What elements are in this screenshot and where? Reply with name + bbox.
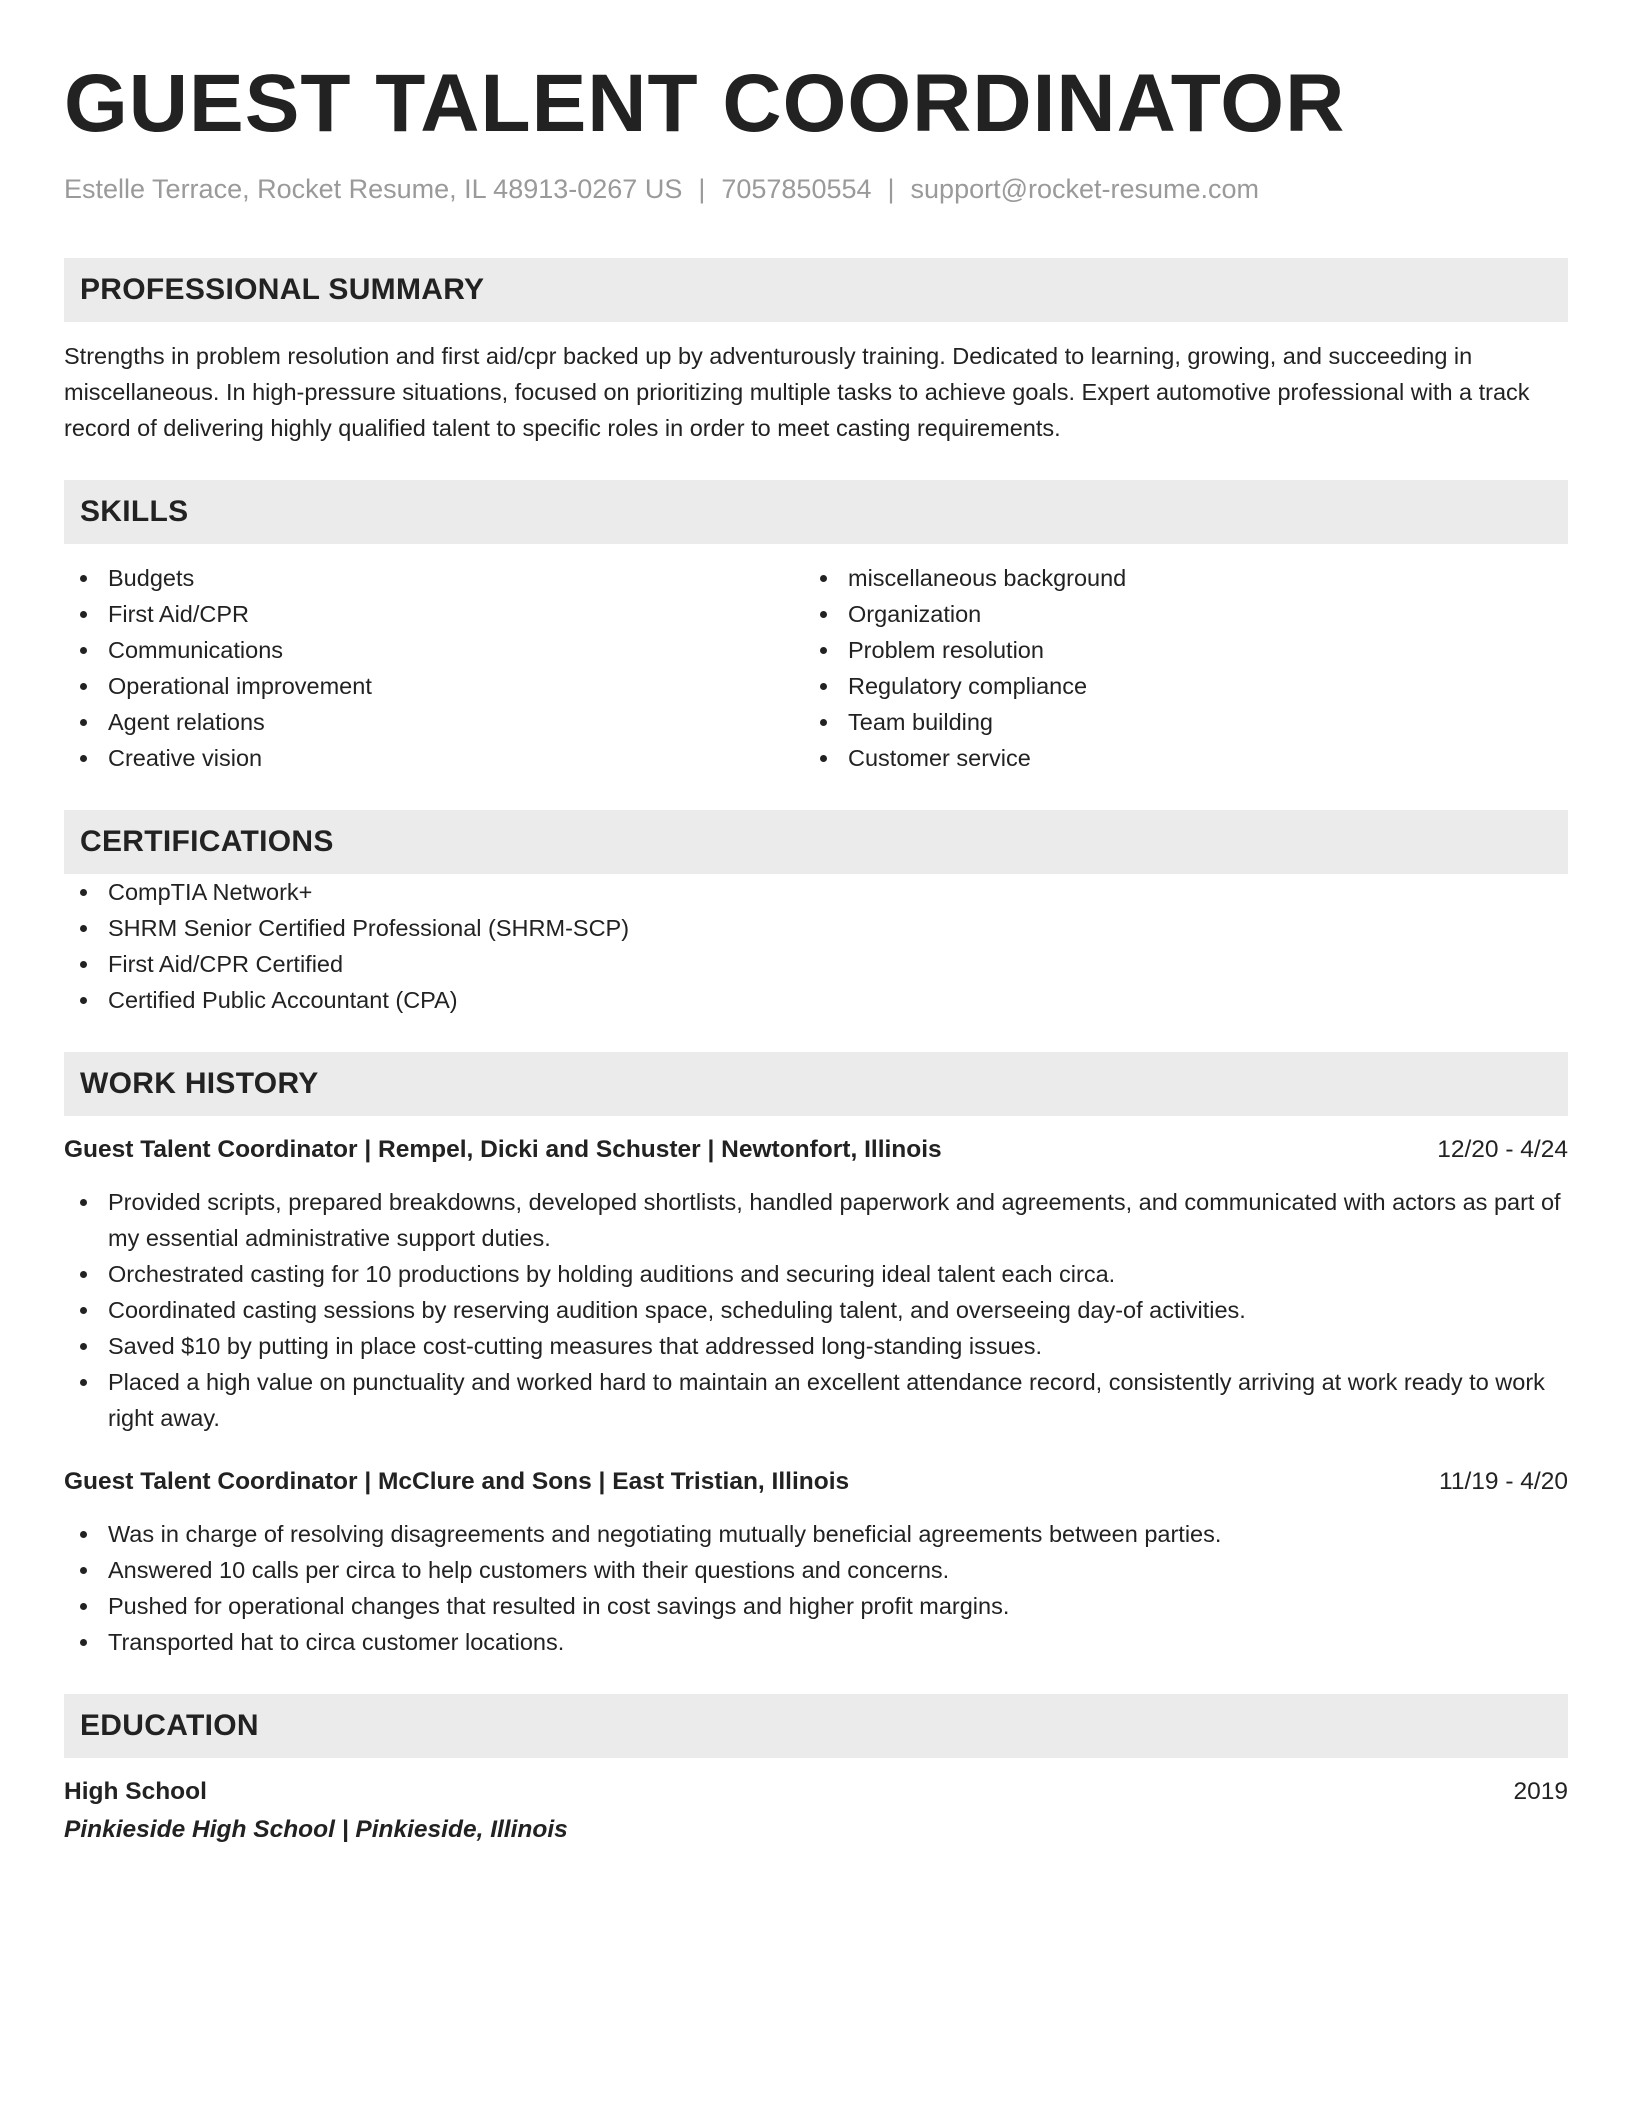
summary-text: Strengths in problem resolution and first aid/cpr backed up by adventurously training. Dedicated to learning, growing, and succeeding in miscellaneous. In high-pressure situations, focused on prioritizing multiple tasks to achieve goals. Expert automotive professional with a track record of delivering highly qualified talent to specific roles in order to meet casting requirements. <box>64 343 1530 441</box>
skill-item: Organization <box>804 596 1544 632</box>
education-year: 2019 <box>1513 1778 1568 1805</box>
education-entry <box>64 1774 1568 1850</box>
education-degree: High School <box>64 1778 207 1805</box>
section-header-skills: SKILLS <box>64 480 1568 544</box>
certification-item: CompTIA Network+ <box>64 874 1568 910</box>
job-duties <box>64 1184 1568 1436</box>
skill-item: Operational improvement <box>64 668 804 704</box>
contact-email: support@rocket-resume.com <box>910 174 1260 204</box>
education-header <box>64 1774 1568 1810</box>
skill-item: Budgets <box>64 560 804 596</box>
contact-address: Estelle Terrace, Rocket Resume, IL 48913-0267 US <box>64 174 683 204</box>
section-header-work-history: WORK HISTORY <box>64 1052 1568 1116</box>
contact-phone: 7057850554 <box>721 174 872 204</box>
job-entry <box>64 1464 1568 1660</box>
skill-item: First Aid/CPR <box>64 596 804 632</box>
certification-item: SHRM Senior Certified Professional (SHRM-SCP) <box>64 910 1568 946</box>
certification-item: Certified Public Accountant (CPA) <box>64 982 1568 1018</box>
section-header-certifications: CERTIFICATIONS <box>64 810 1568 874</box>
skill-item: Communications <box>64 632 804 668</box>
skill-item: Agent relations <box>64 704 804 740</box>
skills-list <box>64 560 1568 776</box>
job-duty: Provided scripts, prepared breakdowns, developed shortlists, handled paperwork and agreements, and communicated with actors as part of my essential administrative support duties. <box>64 1184 1568 1256</box>
skill-item: Regulatory compliance <box>804 668 1544 704</box>
skill-item: Team building <box>804 704 1544 740</box>
job-duty: Orchestrated casting for 10 productions by holding auditions and securing ideal talent each circa. <box>64 1256 1568 1292</box>
section-header-summary: PROFESSIONAL SUMMARY <box>64 258 1568 322</box>
job-dates: 11/19 - 4/20 <box>1439 1468 1568 1495</box>
skill-item: Customer service <box>804 740 1544 776</box>
job-duty: Transported hat to circa customer locations. <box>64 1624 1568 1660</box>
job-dates: 12/20 - 4/24 <box>1437 1136 1568 1163</box>
contact-separator: | <box>887 174 895 204</box>
skill-item: Problem resolution <box>804 632 1544 668</box>
job-entry <box>64 1132 1568 1436</box>
job-title: Guest Talent Coordinator | Rempel, Dicki and Schuster | Newtonfort, Illinois <box>64 1136 942 1163</box>
job-duty: Pushed for operational changes that resulted in cost savings and higher profit margins. <box>64 1588 1568 1624</box>
job-duties <box>64 1516 1568 1660</box>
skills-column-left <box>64 560 804 776</box>
skill-item: miscellaneous background <box>804 560 1544 596</box>
education-school: Pinkieside High School | Pinkieside, Illinois <box>64 1816 568 1843</box>
job-title: Guest Talent Coordinator | McClure and Sons | East Tristian, Illinois <box>64 1468 850 1495</box>
job-duty: Saved $10 by putting in place cost-cutting measures that addressed long-standing issues. <box>64 1328 1568 1364</box>
candidate-title: GUEST TALENT COORDINATOR <box>64 58 1346 149</box>
contact-line <box>64 172 1568 206</box>
job-duty: Coordinated casting sessions by reserving audition space, scheduling talent, and overseeing day-of activities. <box>64 1292 1568 1328</box>
job-duty: Was in charge of resolving disagreements and negotiating mutually beneficial agreements between parties. <box>64 1516 1568 1552</box>
job-header <box>64 1132 1568 1168</box>
job-header <box>64 1464 1568 1500</box>
certification-item: First Aid/CPR Certified <box>64 946 1568 982</box>
contact-separator: | <box>698 174 706 204</box>
job-duty: Answered 10 calls per circa to help customers with their questions and concerns. <box>64 1552 1568 1588</box>
certifications-list <box>64 874 1568 1018</box>
skills-column-right <box>804 560 1544 776</box>
skill-item: Creative vision <box>64 740 804 776</box>
section-header-education: EDUCATION <box>64 1694 1568 1758</box>
job-duty: Placed a high value on punctuality and worked hard to maintain an excellent attendance record, consistently arriving at work ready to work right away. <box>64 1364 1568 1436</box>
